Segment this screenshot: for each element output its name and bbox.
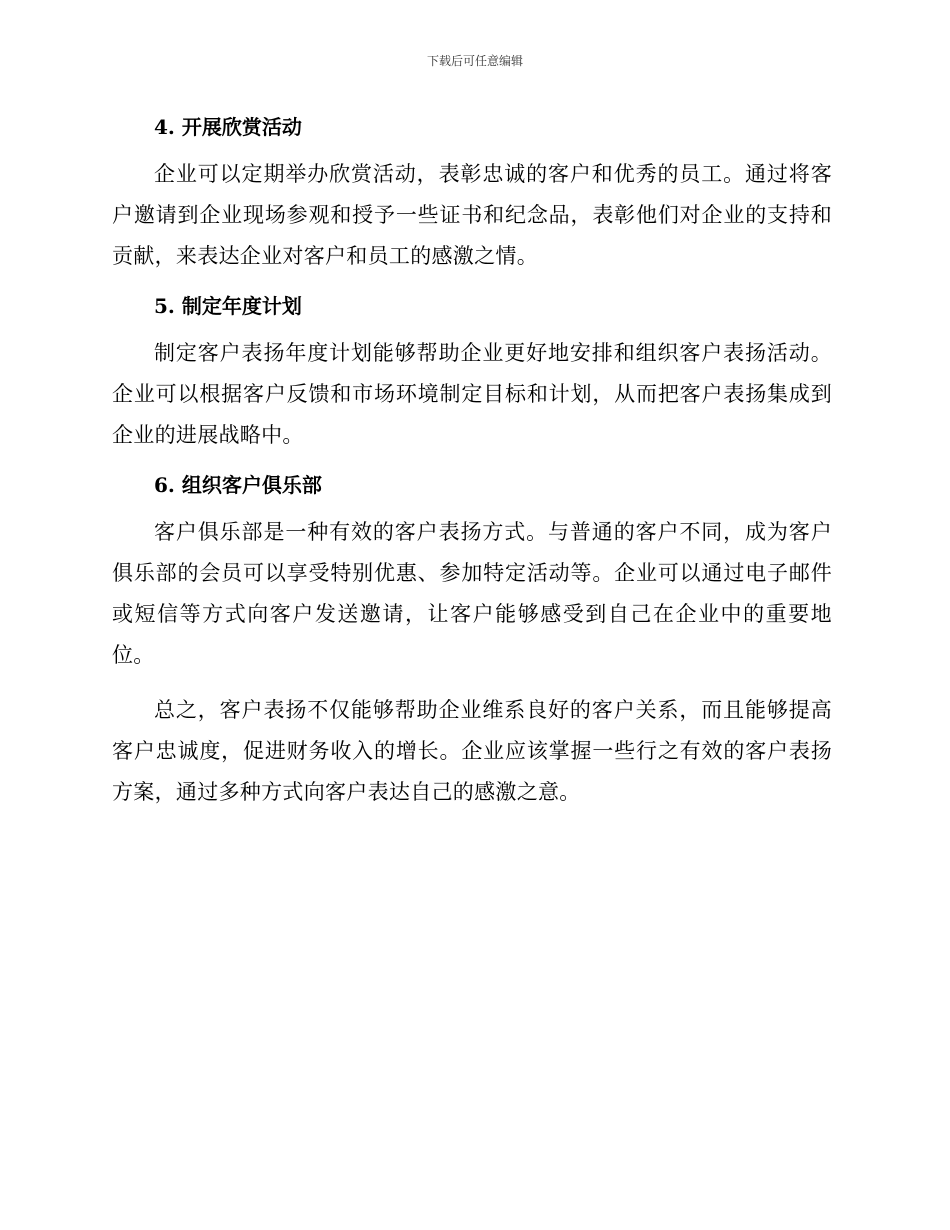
section-4 xyxy=(112,112,832,291)
conclusion xyxy=(112,690,832,813)
section-paragraph: 客户俱乐部是一种有效的客户表扬方式。与普通的客户不同，成为客户俱乐部的会员可以享受特别优惠、参加特定活动等。企业可以通过电子邮件或短信等方式向客户发送邀请，让客户能够感受到自己在企业中的重要地位。 xyxy=(112,520,832,667)
section-6 xyxy=(112,470,832,690)
document-body xyxy=(112,112,832,813)
section-title: 6. 组织客户俱乐部 xyxy=(154,473,322,497)
section-5 xyxy=(112,291,832,470)
section-title: 4. 开展欣赏活动 xyxy=(154,115,302,139)
section-paragraph: 制定客户表扬年度计划能够帮助企业更好地安排和组织客户表扬活动。企业可以根据客户反馈和市场环境制定目标和计划，从而把客户表扬集成到企业的进展战略中。 xyxy=(112,341,832,447)
header-note: 下载后可任意编辑 xyxy=(426,54,523,68)
section-paragraph: 企业可以定期举办欣赏活动，表彰忠诚的客户和优秀的员工。通过将客户邀请到企业现场参观和授予一些证书和纪念品，表彰他们对企业的支持和贡献，来表达企业对客户和员工的感激之情。 xyxy=(112,162,832,268)
conclusion-paragraph: 总之，客户表扬不仅能够帮助企业维系良好的客户关系，而且能够提高客户忠诚度，促进财务收入的增长。企业应该掌握一些行之有效的客户表扬方案，通过多种方式向客户表达自己的感激之意。 xyxy=(112,698,832,804)
section-title: 5. 制定年度计划 xyxy=(154,294,302,318)
